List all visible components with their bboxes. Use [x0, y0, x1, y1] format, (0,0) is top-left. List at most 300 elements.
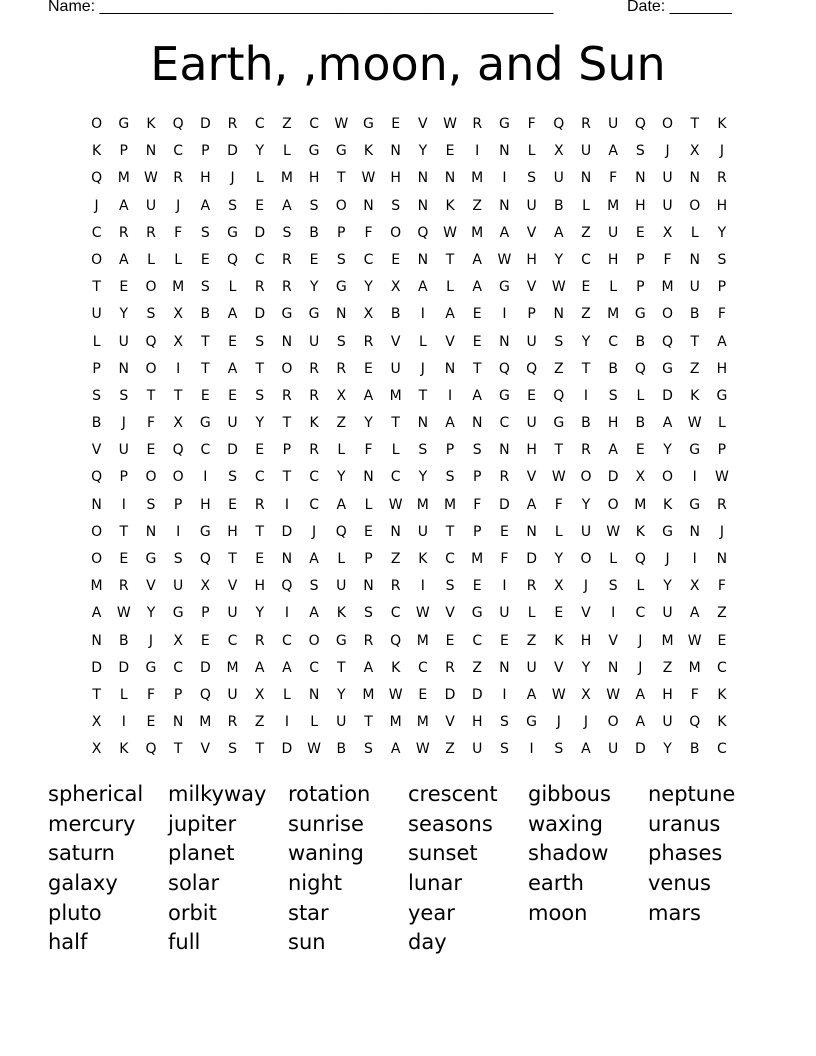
- grid-letter[interactable]: P: [717, 279, 727, 296]
- grid-letter[interactable]: Z: [445, 741, 455, 758]
- grid-letter[interactable]: T: [690, 116, 699, 132]
- grid-letter[interactable]: A: [118, 197, 129, 214]
- grid-letter[interactable]: Q: [634, 551, 646, 567]
- grid-letter[interactable]: W: [687, 632, 702, 649]
- grid-letter[interactable]: R: [227, 116, 238, 132]
- grid-letter[interactable]: N: [689, 170, 700, 187]
- grid-letter[interactable]: R: [254, 279, 265, 296]
- grid-letter[interactable]: H: [200, 170, 211, 187]
- grid-letter[interactable]: F: [690, 686, 699, 703]
- grid-letter[interactable]: M: [389, 387, 402, 404]
- grid-letter[interactable]: B: [200, 306, 211, 323]
- grid-letter[interactable]: H: [635, 197, 646, 214]
- grid-letter[interactable]: U: [526, 659, 537, 676]
- grid-letter[interactable]: W: [415, 741, 430, 758]
- grid-letter[interactable]: A: [445, 415, 455, 432]
- grid-letter[interactable]: G: [172, 605, 184, 622]
- grid-letter[interactable]: S: [364, 605, 373, 622]
- grid-letter[interactable]: R: [118, 224, 129, 241]
- grid-letter[interactable]: A: [635, 714, 646, 731]
- grid-letter[interactable]: Z: [581, 224, 591, 241]
- grid-letter[interactable]: E: [228, 333, 237, 350]
- grid-letter[interactable]: K: [92, 143, 102, 160]
- grid-letter[interactable]: A: [526, 686, 537, 703]
- grid-letter[interactable]: H: [526, 251, 537, 268]
- grid-letter[interactable]: S: [228, 469, 237, 486]
- grid-letter[interactable]: U: [662, 170, 673, 187]
- grid-letter[interactable]: R: [118, 578, 129, 595]
- grid-letter[interactable]: Q: [172, 442, 184, 459]
- grid-letter[interactable]: R: [717, 170, 727, 187]
- grid-letter[interactable]: Z: [526, 632, 537, 649]
- grid-letter[interactable]: P: [636, 279, 645, 296]
- grid-letter[interactable]: M: [688, 659, 701, 676]
- grid-letter[interactable]: Y: [554, 251, 564, 268]
- grid-letter[interactable]: N: [635, 170, 646, 187]
- grid-letter[interactable]: A: [309, 551, 319, 567]
- grid-letter[interactable]: G: [526, 714, 538, 731]
- grid-letter[interactable]: C: [390, 605, 401, 622]
- grid-letter[interactable]: B: [689, 741, 700, 758]
- grid-letter[interactable]: T: [391, 415, 400, 432]
- grid-letter[interactable]: E: [200, 251, 210, 268]
- grid-letter[interactable]: N: [499, 659, 510, 676]
- grid-letter[interactable]: R: [282, 279, 292, 296]
- grid-letter[interactable]: M: [280, 170, 293, 187]
- grid-letter[interactable]: L: [255, 170, 264, 187]
- grid-letter[interactable]: A: [608, 143, 618, 160]
- grid-letter[interactable]: O: [91, 523, 103, 540]
- grid-letter[interactable]: N: [363, 469, 374, 486]
- grid-letter[interactable]: M: [226, 659, 239, 676]
- grid-letter[interactable]: Z: [717, 605, 727, 622]
- grid-letter[interactable]: C: [581, 251, 591, 268]
- grid-letter[interactable]: M: [199, 714, 212, 731]
- grid-letter[interactable]: U: [336, 578, 347, 595]
- date-line[interactable]: Date: _______: [627, 0, 732, 15]
- grid-letter[interactable]: E: [499, 632, 509, 649]
- grid-letter[interactable]: P: [282, 442, 292, 459]
- grid-letter[interactable]: V: [526, 469, 537, 486]
- grid-letter[interactable]: L: [690, 224, 699, 241]
- grid-letter[interactable]: G: [634, 306, 646, 323]
- grid-letter[interactable]: K: [309, 415, 319, 432]
- grid-letter[interactable]: R: [254, 496, 265, 513]
- grid-letter[interactable]: N: [716, 551, 728, 567]
- grid-letter[interactable]: Y: [309, 279, 319, 296]
- grid-letter[interactable]: P: [173, 496, 183, 513]
- grid-letter[interactable]: Q: [227, 251, 239, 268]
- grid-letter[interactable]: L: [718, 415, 726, 432]
- grid-letter[interactable]: D: [662, 387, 673, 404]
- grid-letter[interactable]: I: [121, 496, 126, 513]
- grid-letter[interactable]: I: [502, 306, 507, 323]
- grid-letter[interactable]: T: [119, 523, 129, 540]
- grid-letter[interactable]: Z: [581, 306, 591, 323]
- grid-letter[interactable]: J: [665, 143, 670, 160]
- grid-letter[interactable]: U: [227, 686, 238, 703]
- grid-letter[interactable]: S: [119, 387, 129, 404]
- grid-letter[interactable]: B: [309, 224, 319, 241]
- grid-letter[interactable]: U: [662, 197, 673, 214]
- grid-letter[interactable]: M: [117, 170, 130, 187]
- grid-letter[interactable]: W: [415, 605, 430, 622]
- grid-letter[interactable]: W: [551, 469, 566, 486]
- grid-letter[interactable]: S: [173, 551, 183, 567]
- grid-letter[interactable]: Y: [581, 333, 591, 350]
- grid-letter[interactable]: X: [363, 306, 374, 323]
- grid-letter[interactable]: H: [716, 197, 728, 214]
- grid-letter[interactable]: C: [608, 333, 619, 350]
- grid-letter[interactable]: F: [364, 442, 373, 459]
- grid-letter[interactable]: D: [607, 469, 619, 486]
- grid-letter[interactable]: S: [499, 741, 509, 758]
- grid-letter[interactable]: G: [363, 116, 374, 132]
- grid-letter[interactable]: D: [281, 523, 293, 540]
- grid-letter[interactable]: D: [281, 741, 293, 758]
- grid-letter[interactable]: C: [309, 496, 319, 513]
- grid-letter[interactable]: C: [363, 251, 374, 268]
- grid-letter[interactable]: E: [472, 578, 482, 595]
- grid-letter[interactable]: V: [91, 442, 102, 459]
- grid-letter[interactable]: J: [665, 551, 670, 567]
- grid-letter[interactable]: I: [529, 741, 534, 758]
- grid-letter[interactable]: S: [717, 251, 727, 268]
- grid-letter[interactable]: T: [201, 333, 210, 350]
- grid-letter[interactable]: W: [606, 523, 621, 540]
- grid-letter[interactable]: Y: [255, 415, 264, 432]
- grid-letter[interactable]: X: [689, 578, 700, 595]
- grid-letter[interactable]: T: [228, 551, 237, 567]
- grid-letter[interactable]: V: [608, 632, 618, 649]
- grid-letter[interactable]: K: [146, 116, 156, 132]
- grid-letter[interactable]: H: [390, 170, 401, 187]
- grid-letter[interactable]: L: [228, 279, 237, 296]
- grid-letter[interactable]: M: [661, 632, 674, 649]
- grid-letter[interactable]: K: [119, 741, 129, 758]
- grid-letter[interactable]: U: [499, 605, 510, 622]
- grid-letter[interactable]: I: [502, 170, 507, 187]
- grid-letter[interactable]: S: [364, 741, 373, 758]
- grid-letter[interactable]: T: [255, 523, 264, 540]
- grid-letter[interactable]: T: [337, 170, 346, 187]
- grid-letter[interactable]: V: [200, 741, 211, 758]
- grid-letter[interactable]: S: [146, 306, 156, 323]
- grid-letter[interactable]: R: [254, 632, 265, 649]
- grid-letter[interactable]: G: [498, 387, 510, 404]
- grid-letter[interactable]: F: [663, 251, 672, 268]
- grid-letter[interactable]: H: [662, 686, 673, 703]
- grid-letter[interactable]: K: [690, 387, 700, 404]
- grid-letter[interactable]: O: [91, 251, 103, 268]
- grid-letter[interactable]: X: [553, 143, 564, 160]
- grid-letter[interactable]: R: [363, 632, 374, 649]
- grid-letter[interactable]: E: [364, 523, 373, 540]
- grid-letter[interactable]: S: [309, 197, 319, 214]
- grid-letter[interactable]: P: [119, 469, 128, 486]
- grid-letter[interactable]: Q: [417, 224, 429, 241]
- grid-letter[interactable]: Y: [146, 605, 156, 622]
- grid-letter[interactable]: W: [361, 170, 376, 187]
- grid-letter[interactable]: N: [145, 523, 157, 540]
- grid-letter[interactable]: A: [363, 387, 374, 404]
- grid-letter[interactable]: H: [607, 415, 619, 432]
- grid-letter[interactable]: E: [309, 251, 319, 268]
- grid-letter[interactable]: Y: [663, 741, 672, 758]
- grid-letter[interactable]: L: [147, 251, 155, 268]
- grid-letter[interactable]: Z: [282, 116, 292, 132]
- grid-letter[interactable]: W: [551, 279, 566, 296]
- grid-letter[interactable]: H: [716, 360, 728, 377]
- grid-letter[interactable]: S: [554, 741, 564, 758]
- grid-letter[interactable]: L: [310, 714, 318, 731]
- grid-letter[interactable]: P: [717, 442, 727, 459]
- grid-letter[interactable]: Q: [91, 469, 103, 486]
- grid-letter[interactable]: E: [499, 523, 509, 540]
- grid-letter[interactable]: S: [554, 333, 564, 350]
- grid-letter[interactable]: E: [554, 605, 564, 622]
- grid-letter[interactable]: I: [611, 605, 616, 622]
- grid-letter[interactable]: F: [146, 686, 155, 703]
- grid-letter[interactable]: U: [553, 170, 564, 187]
- grid-letter[interactable]: J: [176, 197, 181, 214]
- grid-letter[interactable]: Q: [172, 116, 184, 132]
- grid-letter[interactable]: E: [418, 686, 428, 703]
- grid-letter[interactable]: S: [608, 387, 618, 404]
- grid-letter[interactable]: D: [254, 224, 266, 241]
- grid-letter[interactable]: N: [417, 197, 429, 214]
- grid-letter[interactable]: U: [608, 741, 619, 758]
- grid-letter[interactable]: E: [255, 197, 265, 214]
- grid-letter[interactable]: O: [172, 469, 184, 486]
- grid-letter[interactable]: E: [527, 387, 537, 404]
- grid-letter[interactable]: U: [417, 523, 428, 540]
- grid-letter[interactable]: C: [173, 659, 184, 676]
- grid-letter[interactable]: P: [92, 360, 101, 377]
- grid-letter[interactable]: Z: [689, 360, 700, 377]
- grid-letter[interactable]: X: [635, 469, 646, 486]
- grid-letter[interactable]: H: [526, 442, 537, 459]
- grid-letter[interactable]: G: [498, 116, 510, 132]
- grid-letter[interactable]: A: [118, 251, 129, 268]
- grid-letter[interactable]: R: [526, 578, 537, 595]
- grid-letter[interactable]: N: [417, 251, 429, 268]
- grid-letter[interactable]: A: [608, 442, 618, 459]
- grid-letter[interactable]: M: [416, 496, 429, 513]
- grid-letter[interactable]: T: [201, 360, 210, 377]
- grid-letter[interactable]: G: [199, 523, 211, 540]
- grid-letter[interactable]: D: [199, 116, 211, 132]
- grid-letter[interactable]: V: [553, 659, 564, 676]
- grid-letter[interactable]: E: [255, 551, 265, 567]
- grid-letter[interactable]: A: [309, 605, 319, 622]
- grid-letter[interactable]: P: [445, 442, 455, 459]
- grid-letter[interactable]: N: [580, 170, 592, 187]
- grid-letter[interactable]: W: [334, 116, 349, 132]
- grid-letter[interactable]: Q: [553, 387, 565, 404]
- grid-letter[interactable]: G: [716, 387, 728, 404]
- grid-letter[interactable]: P: [364, 551, 373, 567]
- grid-letter[interactable]: L: [636, 578, 645, 595]
- grid-letter[interactable]: C: [445, 551, 455, 567]
- grid-letter[interactable]: M: [634, 496, 647, 513]
- grid-letter[interactable]: H: [227, 523, 238, 540]
- grid-letter[interactable]: N: [444, 360, 456, 377]
- grid-letter[interactable]: M: [362, 686, 375, 703]
- grid-letter[interactable]: K: [662, 496, 673, 513]
- grid-letter[interactable]: W: [388, 686, 403, 703]
- grid-letter[interactable]: L: [554, 523, 563, 540]
- grid-letter[interactable]: E: [146, 714, 156, 731]
- grid-letter[interactable]: Q: [662, 333, 674, 350]
- grid-letter[interactable]: N: [417, 170, 429, 187]
- grid-letter[interactable]: I: [502, 578, 507, 595]
- grid-letter[interactable]: M: [661, 279, 674, 296]
- grid-letter[interactable]: G: [662, 523, 673, 540]
- grid-letter[interactable]: O: [390, 224, 402, 241]
- grid-letter[interactable]: Y: [418, 469, 428, 486]
- grid-letter[interactable]: T: [282, 469, 292, 486]
- grid-letter[interactable]: T: [92, 279, 101, 296]
- grid-letter[interactable]: N: [281, 551, 293, 567]
- grid-letter[interactable]: A: [418, 279, 428, 296]
- grid-letter[interactable]: A: [526, 496, 537, 513]
- grid-letter[interactable]: A: [200, 197, 211, 214]
- grid-letter[interactable]: D: [227, 442, 238, 459]
- grid-letter[interactable]: M: [389, 714, 402, 731]
- grid-letter[interactable]: M: [443, 496, 457, 513]
- grid-letter[interactable]: E: [391, 116, 401, 132]
- grid-letter[interactable]: K: [391, 659, 401, 676]
- grid-letter[interactable]: S: [309, 578, 319, 595]
- grid-letter[interactable]: G: [308, 306, 320, 323]
- grid-letter[interactable]: C: [390, 469, 401, 486]
- grid-letter[interactable]: R: [309, 387, 319, 404]
- grid-letter[interactable]: F: [717, 306, 726, 323]
- grid-letter[interactable]: E: [445, 632, 455, 649]
- grid-letter[interactable]: R: [336, 360, 347, 377]
- grid-letter[interactable]: B: [91, 415, 102, 432]
- grid-letter[interactable]: C: [282, 632, 292, 649]
- grid-letter[interactable]: M: [607, 197, 620, 214]
- grid-letter[interactable]: X: [336, 387, 347, 404]
- grid-letter[interactable]: U: [336, 714, 347, 731]
- grid-letter[interactable]: R: [282, 387, 292, 404]
- grid-letter[interactable]: F: [717, 578, 726, 595]
- grid-letter[interactable]: H: [254, 578, 265, 595]
- grid-letter[interactable]: L: [337, 551, 346, 567]
- grid-letter[interactable]: E: [119, 551, 129, 567]
- grid-letter[interactable]: L: [174, 251, 183, 268]
- grid-letter[interactable]: Y: [255, 605, 264, 622]
- grid-letter[interactable]: U: [308, 333, 320, 350]
- grid-letter[interactable]: A: [553, 224, 564, 241]
- grid-letter[interactable]: X: [91, 714, 102, 731]
- grid-letter[interactable]: F: [174, 224, 183, 241]
- grid-letter[interactable]: G: [227, 224, 238, 241]
- grid-letter[interactable]: U: [580, 523, 592, 540]
- grid-letter[interactable]: R: [581, 442, 591, 459]
- grid-letter[interactable]: U: [662, 605, 673, 622]
- grid-letter[interactable]: Q: [553, 116, 565, 132]
- grid-letter[interactable]: K: [336, 605, 346, 622]
- grid-letter[interactable]: Z: [472, 659, 483, 676]
- grid-letter[interactable]: E: [635, 442, 645, 459]
- grid-letter[interactable]: A: [472, 279, 482, 296]
- grid-letter[interactable]: T: [581, 360, 591, 377]
- grid-letter[interactable]: W: [443, 224, 457, 241]
- grid-letter[interactable]: X: [173, 333, 183, 350]
- grid-letter[interactable]: P: [472, 523, 482, 540]
- grid-letter[interactable]: Y: [119, 306, 129, 323]
- grid-letter[interactable]: R: [363, 333, 374, 350]
- grid-letter[interactable]: O: [145, 360, 157, 377]
- grid-letter[interactable]: E: [255, 442, 265, 459]
- grid-letter[interactable]: A: [363, 659, 374, 676]
- grid-letter[interactable]: X: [91, 741, 102, 758]
- grid-letter[interactable]: N: [499, 442, 510, 459]
- grid-letter[interactable]: K: [363, 143, 374, 160]
- grid-letter[interactable]: N: [172, 714, 184, 731]
- grid-letter[interactable]: S: [336, 251, 346, 268]
- grid-letter[interactable]: P: [337, 224, 346, 241]
- grid-letter[interactable]: X: [390, 279, 401, 296]
- grid-letter[interactable]: E: [581, 279, 591, 296]
- grid-letter[interactable]: A: [472, 387, 482, 404]
- grid-letter[interactable]: K: [717, 714, 727, 731]
- grid-letter[interactable]: N: [689, 251, 700, 268]
- grid-letter[interactable]: Z: [553, 360, 564, 377]
- grid-letter[interactable]: R: [309, 442, 319, 459]
- grid-letter[interactable]: I: [176, 360, 181, 377]
- grid-letter[interactable]: I: [203, 469, 208, 486]
- grid-letter[interactable]: Y: [554, 551, 564, 567]
- grid-letter[interactable]: D: [471, 686, 483, 703]
- grid-letter[interactable]: J: [94, 197, 99, 214]
- grid-letter[interactable]: K: [445, 197, 455, 214]
- grid-letter[interactable]: R: [390, 578, 401, 595]
- grid-letter[interactable]: M: [471, 551, 484, 567]
- grid-letter[interactable]: B: [689, 306, 700, 323]
- grid-letter[interactable]: X: [200, 578, 211, 595]
- grid-letter[interactable]: R: [227, 714, 238, 731]
- grid-letter[interactable]: E: [200, 387, 210, 404]
- grid-letter[interactable]: T: [282, 415, 292, 432]
- grid-letter[interactable]: U: [227, 605, 238, 622]
- grid-letter[interactable]: T: [472, 360, 482, 377]
- grid-letter[interactable]: I: [284, 605, 289, 622]
- grid-letter[interactable]: V: [445, 333, 455, 350]
- grid-letter[interactable]: J: [230, 170, 235, 187]
- grid-letter[interactable]: P: [201, 143, 210, 160]
- grid-letter[interactable]: A: [717, 333, 727, 350]
- grid-letter[interactable]: B: [635, 415, 646, 432]
- grid-letter[interactable]: R: [717, 496, 727, 513]
- grid-letter[interactable]: B: [390, 306, 401, 323]
- grid-letter[interactable]: U: [173, 578, 184, 595]
- grid-letter[interactable]: W: [144, 170, 158, 187]
- grid-letter[interactable]: Y: [337, 686, 346, 703]
- grid-letter[interactable]: D: [526, 551, 537, 567]
- grid-letter[interactable]: M: [607, 306, 620, 323]
- grid-letter[interactable]: E: [635, 224, 645, 241]
- grid-letter[interactable]: Q: [634, 116, 646, 132]
- grid-letter[interactable]: P: [119, 143, 128, 160]
- grid-letter[interactable]: I: [692, 469, 697, 486]
- grid-letter[interactable]: G: [553, 415, 565, 432]
- grid-letter[interactable]: N: [607, 659, 619, 676]
- grid-letter[interactable]: F: [609, 170, 618, 187]
